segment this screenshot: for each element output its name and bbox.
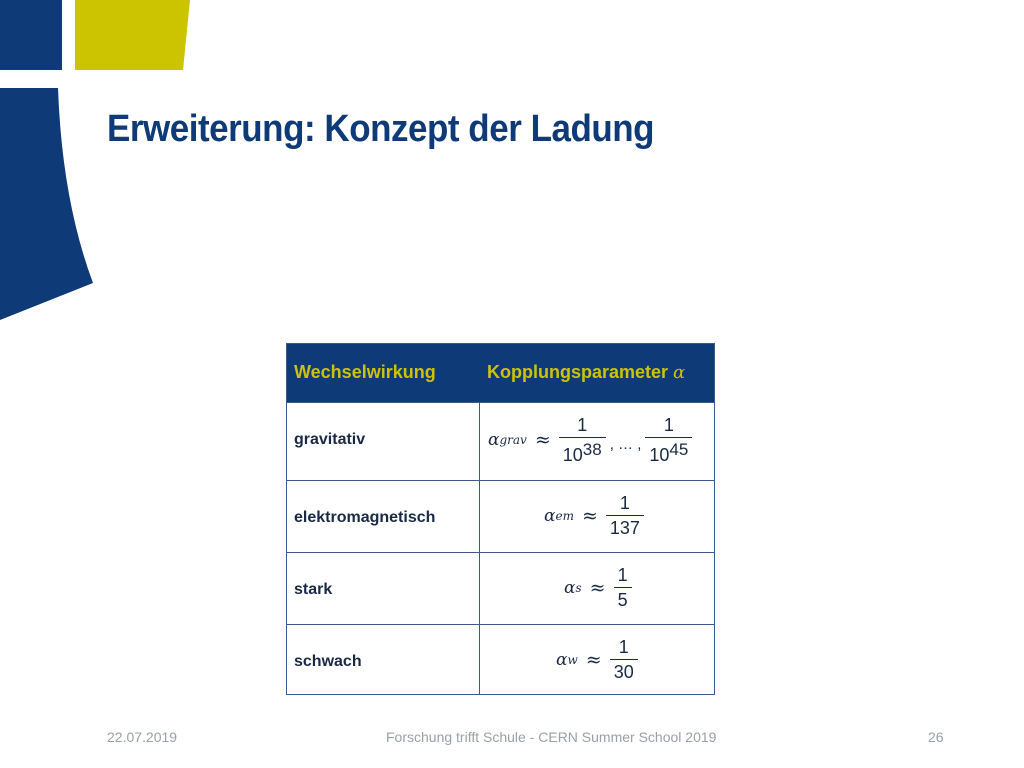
slide-title: Erweiterung: Konzept der Ladung [107,108,655,150]
numerator: 1 [619,493,630,513]
numerator: 1 [617,565,628,585]
header-interaction: Wechselwirkung [294,362,436,382]
approx-sign: ≈ [534,429,551,451]
header-coupling-label: Kopplungsparameter [487,362,669,382]
alpha-symbol: α [673,362,686,383]
logo-blue-curve [0,88,93,320]
logo-blue-square [0,0,62,70]
approx-sign: ≈ [585,648,602,671]
denominator-exponent: 38 [582,440,602,459]
table-header [287,344,714,402]
denominator [559,437,606,465]
denominator: 5 [614,587,632,610]
fraction-2 [645,415,692,465]
alpha-symbol: α [556,649,568,670]
ellipsis-separator: , … , [609,435,642,453]
formula-elektromagnetisch [544,493,644,538]
header-coupling [487,362,685,383]
numerator: 1 [618,637,629,657]
formula-gravitativ [488,415,692,465]
numerator: 1 [663,415,674,435]
alpha-symbol: α [544,505,556,526]
footer-center-text: Forschung trifft Schule - CERN Summer School 2019 [386,729,717,745]
footer-date: 22.07.2019 [107,729,178,745]
row-name-schwach: schwach [294,653,362,670]
alpha-symbol: α [564,577,576,598]
subscript: s [575,580,582,595]
subscript: em [555,508,574,523]
denominator-base: 10 [649,445,670,465]
table-row [287,480,714,552]
approx-sign: ≈ [581,504,598,527]
denominator-exponent: 45 [669,440,689,459]
page-number: 26 [928,729,944,745]
table-row [287,402,714,480]
denominator: 137 [606,515,644,538]
row-name-stark: stark [294,581,333,598]
fraction [614,565,632,610]
row-name-elektromagnetisch: elektromagnetisch [294,509,436,526]
logo-graphic [0,0,200,330]
fraction [610,637,638,682]
row-name-gravitativ: gravitativ [294,431,366,448]
formula-schwach [556,637,638,682]
subscript: w [567,652,578,667]
denominator [645,437,692,465]
formula-stark [564,565,632,610]
coupling-table [286,343,715,695]
table-row [287,552,714,624]
subscript: grav [499,433,527,447]
approx-sign: ≈ [589,576,606,599]
logo-yellow-shape [75,0,190,70]
table-row [287,624,714,695]
alpha-symbol: α [488,430,500,450]
denominator: 30 [610,659,638,682]
numerator: 1 [577,415,588,435]
fraction-1 [559,415,606,465]
fraction [606,493,644,538]
denominator-base: 10 [562,445,583,465]
